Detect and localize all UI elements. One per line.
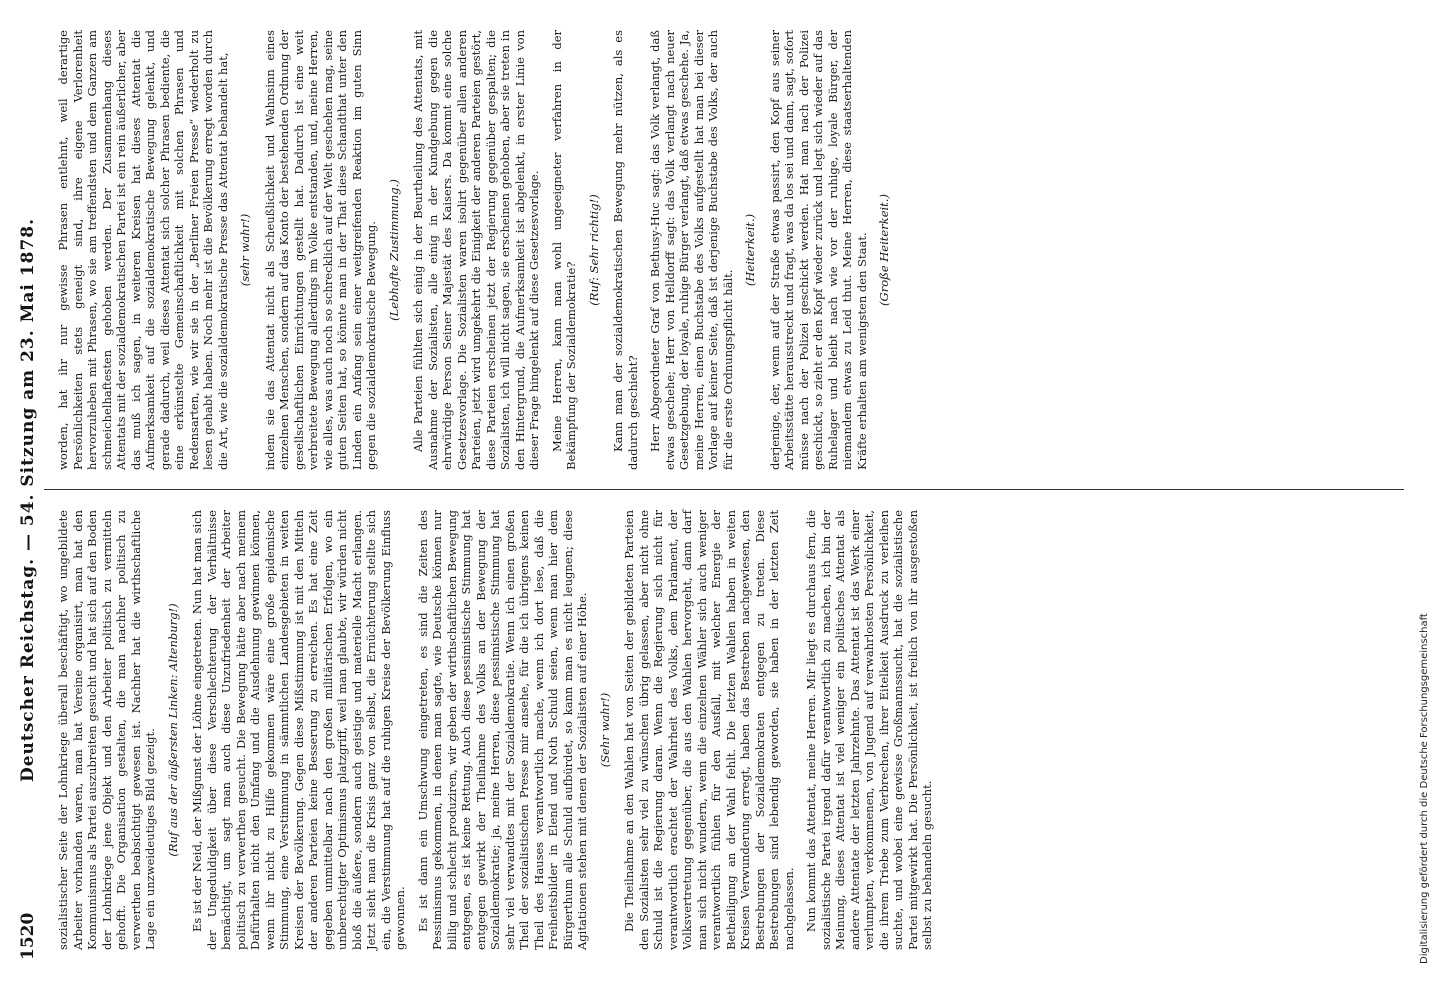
paragraph: Herr Abgeordneter Graf von Bethusy-Huc sagt: das Volk verlangt, daß etwas geschehe; Herr von Helldorff sagt: das Volk verlangt nach neuer Gesetzgebung, der loyale, ruhige Bürger verlangt, daß etwas geschehe. Ja, meine Herren, einen Buchstabe des Volks aufgestellt hat man bei dieser Vorlage auf keiner Seite, daß ist derjenige Buchstabe des Volks, der auch für die erste Ordnungspflicht hält.: [648, 30, 735, 470]
right-column: [56, 30, 902, 470]
paragraph: Kann man der sozialdemokratischen Bewegung mehr nützen, als es dadurch geschieht?: [611, 30, 640, 470]
digitization-credit: Digitalisierung gefördert durch die Deutsche Forschungsgemeinschaft: [1418, 0, 1432, 1000]
running-title: Deutscher Reichstag. — 54. Sitzung am 23. Mai 1878.: [18, 217, 38, 783]
interjection: (Sehr wahr!): [597, 692, 612, 768]
interjection: (Ruf: Sehr richtig!): [586, 194, 601, 306]
paragraph: Alle Parteien fühlten sich einig in der Beurtheilung des Attentats, mit Ausnahme der Sozialisten, alle einig in der Kundgebung gegen die ehrwürdige Person Seiner Majestät des Kaisers. Da kommt eine solche Gesetzesvorlage. Die Sozialisten waren isolirt gegenüber allen anderen Parteien, jetzt wird umgekehrt die Einigkeit der anderen Parteien gestört, diese Parteien erscheinen jetzt der Regierung gegenüber gespalten; die Sozialisten, ich will nicht sagen, sie erscheinen gehoben, aber sie treten in den Hintergrund, die Aufmerksamkeit ist abgelenkt, in erster Linie von dieser Frage hingelenkt auf diese Gesetzesvorlage.: [411, 30, 541, 470]
interjection: (Lebhafte Zustimmung.): [386, 179, 401, 321]
column-divider: [44, 489, 1404, 490]
paragraph: Es ist dann ein Umschwung eingetreten, es sind die Zeiten des Pessimismus gekommen, in denen man sagte, wie Deutsche können nur billig und schlecht produziren, wir geben der wirthschaftlichen Bewegung entgegen, es ist keine Rettung. Auch diese pessimistische Stimmung hat entgegen gewirkt der Theilnahme des Volks an der Bewegung der Sozialdemokratie; ja, meine Herren, diese pessimistische Stimmung hat sehr viel verwandtes mit der Sozialdemokratie. Wenn ich einen großen Theil der sozialistischen Presse mir ansehe, für die ich übrigens keinen Theil des Hauses verantwortlich mache, wenn ich dort lese, daß die Freiheitsbilder in Elend und Noth Schuld seien, wenn man hier dem Bürgerthum alle Schuld aufbürdet, so kann man es nicht leugnen; diese Agitationen stehen mit denen der Sozialisten auf einer Höhe.: [415, 510, 589, 950]
page-header: [10, 20, 44, 980]
paragraph: Es ist der Neid, der Mißgunst der Löhne eingetreten. Nun hat man sich der Ungeduldigkeit über diese Verschlechterung der Verhältnisse bemächtigt, um sagt man auch diese Unzufriedenheit der Arbeiter politisch zu verwerthen gesucht. Die Bewegung hätte aber nach meinem Dafürhalten nicht den Umfang und die Ausdehnung gewinnen können, wenn ihr nicht zu Hilfe gekommen wäre eine große epidemische Stimmung, eine Verstimmung in sämmtlichen Landesgebieten in weiten Kreisen der Bevölkerung. Gegen diese Mißstimmung ist mit den Mitteln der anderen Parteien keine Besserung zu erreichen. Es hat eine Zeit gegeben unmittelbar nach den großen militärischen Erfolgen, wo ein unberechtigter Optimismus platzgriff, weil man glaubte, wir würden nicht bloß die äußere, sondern auch geistige und materielle Macht erlangen. Jetzt sieht man die Krisis ganz von selbst, die Ernüchterung stellte sich ein, die Verstimmung hat auf die ruhigen Kreise der Bevölkerung Einfluss gewonnen.: [190, 510, 407, 950]
interjection: (Große Heiterkeit.): [877, 194, 891, 306]
interjection: (sehr wahr!): [238, 213, 252, 287]
interjection: (Ruf aus der äußersten Linken: Altenburg!): [165, 603, 180, 857]
paragraph: worden, hat ihr nur gewisse Phrasen entlehnt, weil derartige Persönlichkeiten stets geneigt sind, ihre eigene Verlorenheit hervorzuheben mit Phrasen, wo sie am treffendsten und dem Ganzen am schmeichelhaftesten gehoben werden. Der Zusammenhang dieses Attentats mit der sozialdemokratischen Partei ist ein rein äußerlicher, aber das muß ich sagen, in weiteren Kreisen hat dieses Attentat die Aufmerksamkeit auf die sozialdemokratische Bewegung gelenkt, und gerade dadurch, weil dieses Attentat sich solcher Phrasen bediente, die eine erkünstelte Gemeinschaftlichkeit mit solchen Phrasen und Redensarten, wie wir sie in der „Berliner Freien Presse“ wiederholt zu lesen gehabt haben. Noch mehr ist die Bevölkerung erregt worden durch die Art, wie die sozialdemokratische Presse das Attentat behandelt hat,: [56, 30, 230, 470]
paragraph: derjenige, der, wenn auf der Straße etwas passirt, den Kopf aus seiner Arbeitsstätte herausstreckt und fragt, was da los sei und dann, sagt, sofort müsse nach der Polizei geschickt werden. Hat man nach der Polizei geschickt, so zieht er den Kopf wieder zurück und legt sich wieder auf das Ruhelager und bleibt nach wie vor der ruhige, loyale Bürger, der niemandem etwas zu Leid thut. Meine Herren, diese staatserhaltenden Kräfte erhalten am wenigsten den Staat.: [767, 30, 869, 470]
paragraph: indem sie das Attentat nicht als Scheußlichkeit und Wahnsinn eines einzelnen Menschen, sondern auf das Konto der bestehenden Ordnung der gesellschaftlichen Einrichtungen gestellt hat. Dadurch ist eine weit verbreitete Bewegung allerdings im Volke entstanden, und, meine Herren, wie alles, was auch noch so schrecklich auf der Welt geschehen mag, seine guten Seiten hat, so könnte man in der That diese Schandthat unter den Linden ein Anfang sein einer weitgreifenden Reaktion im guten Sinn gegen die sozialdemokratische Bewegung.: [262, 30, 378, 470]
left-column: [56, 510, 943, 950]
document-page: [10, 20, 1420, 980]
interjection: (Heiterkeit.): [743, 213, 757, 287]
paragraph: Meine Herren, kann man wohl ungeeigneter verfahren in der Bekämpfung der Sozialdemokratie?: [549, 30, 578, 470]
page-number: 1520: [18, 912, 38, 960]
paragraph: Die Theilnahme an den Wahlen hat von Seiten der gebildeten Parteien den Sozialisten sehr viel zu wünschen übrig gelassen, aber nicht ohne Schuld ist die Regierung daran. Wenn die Regierung sich nicht für verantwortlich erachtet der Wahrheit des Volks, dem Parlament, der Volksvertretung gegenüber, die aus den Wahlen hervorgeht, dann darf man sich nicht wundern, wenn die einzelnen Wähler sich auch weniger verantwortlich fühlen für den Ausfall, mit welcher Energie der Betheiligung an der Wahl fehlt. Die letzten Wahlen haben in weiten Kreisen Verwunderung erregt, haben das Bestreben nachgewiesen, den Bestrebungen der Sozialdemokraten entgegen zu treten. Diese Bestrebungen sind lebendig geworden, sie haben in der letzten Zeit nachgelassen.: [622, 510, 796, 950]
paragraph: sozialistischer Seite der Lohnkriege überall beschäftigt, wo ungebildete Arbeiter vorhanden waren, man hat Vereine organisirt, man hat den Kommunismus als Partei auszubreiten gesucht und hat sich auf den Boden der Lohnkriege jene Objekt und den Arbeiter politisch zu vermitteln gehofft. Die Organisation gestalten, die man nachher politisch zu verwerthen beabsichtigt gewesen ist. Nachher hat die wirthschaftliche Lage ein unzweideutiges Bild gezeigt.: [56, 510, 157, 950]
paragraph: Nun kommt das Attentat, meine Herren. Mir liegt es durchaus fern, die sozialistische Partei irgend dafür verantwortlich zu machen, ich bin der Meinung, dieses Attentat ist viel weniger ein politisches Attentat als andere Attentate der letzten Jahrzehnte. Das Attentat ist das Werk einer verlumpten, verkommenen, von Jugend auf verwahrlosten Persönlichkeit, die ihrem Triebe zum Verbrechen, ihrer Eitelkeit Ausdruck zu verleihen suchte, und wobei eine gewisse Großmannssucht, hat die sozialistische Partei mitgewirkt hat. Die Persönlichkeit, ist freilich von ihr ausgestoßen selbst zu behandeln gesucht.: [804, 510, 934, 950]
